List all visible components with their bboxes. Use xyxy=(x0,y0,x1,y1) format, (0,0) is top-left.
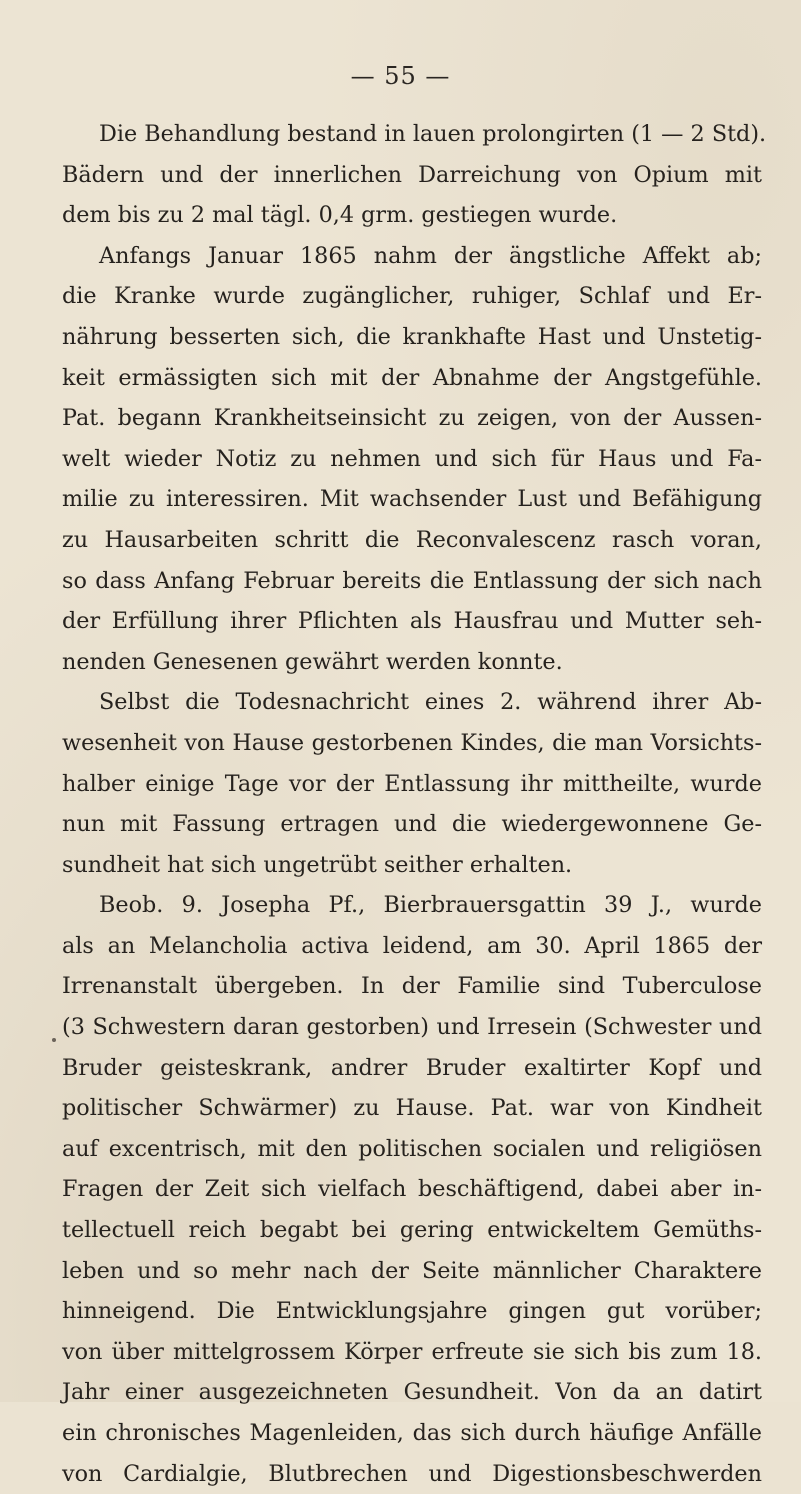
text-line: von über mittelgrossem Körper erfreute sie sich bis zum 18. xyxy=(62,1338,762,1365)
text-line: der Erfüllung ihrer Pflichten als Hausfrau und Mutter seh- xyxy=(62,608,762,635)
text-line: Jahr einer ausgezeichneten Gesundheit. Von da an datirt xyxy=(62,1379,762,1406)
text-line: nenden Genesenen gewährt werden konnte. xyxy=(62,648,563,675)
text-line: zu Hausarbeiten schritt die Reconvalescenz rasch voran, xyxy=(62,526,762,553)
body-text xyxy=(62,114,767,1494)
text-line: so dass Anfang Februar bereits die Entlassung der sich nach xyxy=(62,567,762,594)
text-line: Bädern und der innerlichen Darreichung von Opium mit xyxy=(62,161,762,188)
text-line: nun mit Fassung ertragen und die wiedergewonnene Ge- xyxy=(62,811,762,838)
text-line: Irrenanstalt übergeben. In der Familie sind Tuberculose xyxy=(62,973,762,1000)
text-line: ein chronisches Magenleiden, das sich durch häufige Anfälle xyxy=(62,1420,762,1446)
text-line: welt wieder Notiz zu nehmen und sich für Haus und Fa- xyxy=(62,445,762,472)
text-line: wesenheit von Hause gestorbenen Kindes, die man Vorsichts- xyxy=(62,729,762,756)
text-line: Anfangs Januar 1865 nahm der ängstliche Affekt ab; xyxy=(99,242,762,269)
text-line: sundheit hat sich ungetrübt seither erhalten. xyxy=(62,851,573,878)
margin-mark xyxy=(52,1038,56,1042)
text-line: hinneigend. Die Entwicklungsjahre gingen gut vorüber; xyxy=(62,1298,762,1325)
text-line: leben und so mehr nach der Seite männlicher Charaktere xyxy=(62,1257,762,1284)
text-line: die Kranke wurde zugänglicher, ruhiger, Schlaf und Er- xyxy=(62,283,762,310)
text-line: milie zu interessiren. Mit wachsender Lust und Befähigung xyxy=(62,486,762,513)
text-line: tellectuell reich begabt bei gering entwickeltem Gemüths- xyxy=(62,1217,762,1244)
text-line: Fragen der Zeit sich vielfach beschäftigend, dabei aber in- xyxy=(62,1176,762,1203)
text-line: Pat. begann Krankheitseinsicht zu zeigen, von der Aussen- xyxy=(62,405,762,432)
text-line: (3 Schwestern daran gestorben) und Irresein (Schwester und xyxy=(62,1014,762,1041)
text-line: dem bis zu 2 mal tägl. 0,4 grm. gestiegen wurde. xyxy=(62,202,618,229)
text-line: Selbst die Todesnachricht eines 2. während ihrer Ab- xyxy=(99,689,762,716)
text-line: nährung besserten sich, die krankhafte Hast und Unstetig- xyxy=(62,323,762,350)
text-line: von Cardialgie, Blutbrechen und Digestionsbeschwerden xyxy=(62,1460,762,1487)
text-line: politischer Schwärmer) zu Hause. Pat. war von Kindheit xyxy=(62,1095,762,1122)
text-line: halber einige Tage vor der Entlassung ihr mittheilte, wurde xyxy=(62,770,762,797)
text-line: Bruder geisteskrank, andrer Bruder exaltirter Kopf und xyxy=(62,1054,762,1081)
text-line: Die Behandlung bestand in lauen prolongirten (1 — 2 Std). xyxy=(99,121,767,147)
page-number: — 55 — xyxy=(350,62,451,90)
text-line: auf excentrisch, mit den politischen socialen und religiösen xyxy=(62,1135,762,1162)
text-line: keit ermässigten sich mit der Abnahme der Angstgefühle. xyxy=(62,364,762,391)
text-line: als an Melancholia activa leidend, am 30. April 1865 der xyxy=(62,932,762,959)
text-line: Beob. 9. Josepha Pf., Bierbrauersgattin 39 J., wurde xyxy=(99,892,762,919)
